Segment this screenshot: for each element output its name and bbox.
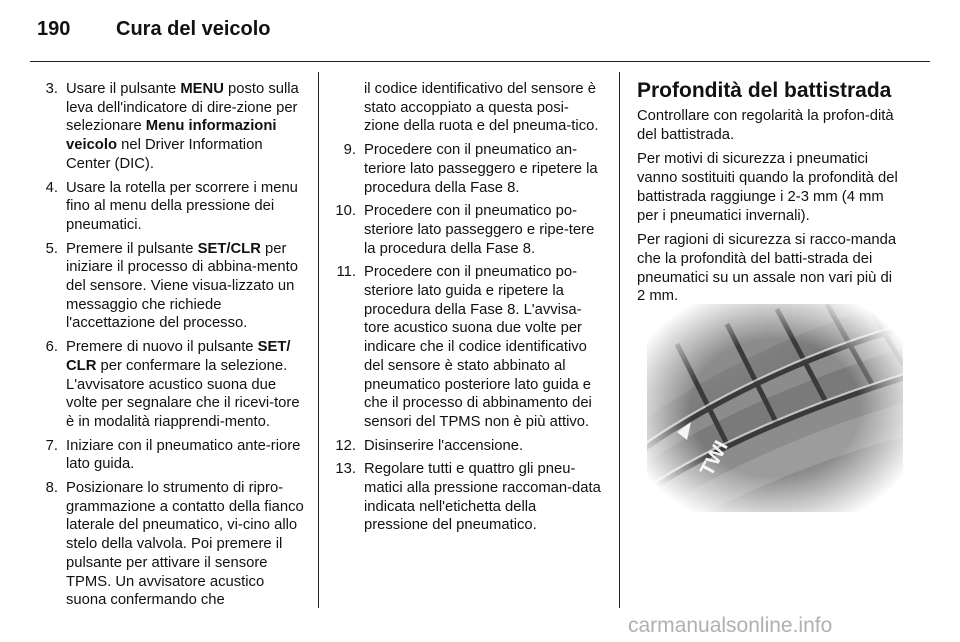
paragraph-1: Controllare con regolarità la profon-dità del battistrada.: [637, 108, 894, 143]
list-item: [38, 179, 308, 235]
watermark: carmanualsonline.info: [628, 614, 833, 637]
bold-term: SET/ CLR: [66, 339, 291, 374]
step-text: nel Driver Information Center (DIC).: [66, 137, 263, 172]
step-number: 8.: [45, 480, 58, 497]
page-number: 190: [37, 18, 71, 40]
step-text: Iniziare con il pneumatico ante-riore lato guida.: [66, 437, 301, 473]
column-right: [637, 80, 903, 312]
step-text: Regolare tutti e quattro gli pneu-matici alla pressione raccoman-data indicata nell'etichetta della pressione del pneumatico.: [364, 461, 601, 534]
step-text: per iniziare il processo di abbina-mento del sensore. Viene visua-lizzato un messaggio che richiede l'accettazione del processo.: [66, 240, 298, 332]
step-number: 4.: [45, 179, 58, 196]
step-text: Procedere con il pneumatico po-steriore lato guida e ripetere la procedura della Fase 8. L'avvisa-tore acustico suona due volte per indicare che il codice identificativo del sensore è stato abbinato al pneumatico posteriore lato guida e che il processo di abbinamento dei sensori del TPMS non è più attivo.: [364, 264, 592, 430]
list-item: [38, 240, 308, 334]
step-text: Posizionare lo strumento di ripro-grammazione a contatto della fianco laterale del pneumatico, vi-cino allo stelo della valvola. Poi premere il pulsante per attivare il sensore TPMS. Un avvisatore acustico suona confermando che: [66, 480, 304, 609]
step-number: 10.: [335, 203, 356, 220]
step-text: Usare la rotella per scorrere i menu fino al menu della pressione dei pneumatici.: [66, 179, 298, 233]
bold-term: MENU: [180, 81, 224, 97]
step-text: Premere di nuovo il pulsante: [66, 339, 258, 356]
paragraph-3: Per ragioni di sicurezza si racco-manda che la profondità del batti-strada dei pneumatici su un assale non vari più di 2 mm.: [637, 232, 897, 305]
step-text: Procedere con il pneumatico po-steriore lato passeggero e ripe-tere la procedura della Fase 8.: [364, 203, 595, 257]
step-number: 3.: [45, 81, 58, 97]
column-left: [38, 80, 308, 615]
step-text: Disinserire l'accensione.: [364, 437, 524, 454]
bold-term: SET/CLR: [197, 240, 261, 257]
list-item: [38, 479, 308, 610]
step-number: 5.: [45, 240, 58, 257]
step-number: 11.: [336, 264, 356, 281]
step-text: posto sulla leva dell'indicatore di dire-zione per selezionare: [66, 81, 299, 135]
list-item: [328, 437, 604, 456]
paragraph-2: Per motivi di sicurezza i pneumatici vanno sostituiti quando la profondità del battistrada raggiunge i 2-3 mm (4 mm per i pneumatici invernali).: [637, 151, 898, 224]
step-number: 7.: [45, 437, 58, 454]
step-number: 9.: [343, 142, 356, 159]
list-item: [38, 437, 308, 474]
step-text: Premere il pulsante: [66, 240, 198, 257]
step-number: 12.: [335, 437, 356, 454]
list-item: [328, 202, 604, 258]
steps-list-left: [38, 80, 308, 610]
list-item: [38, 80, 308, 174]
page-title: Cura del veicolo: [116, 18, 271, 40]
step-text: per confermare la selezione. L'avvisatore acustico suona due volte per segnalare che il ricevi-tore è in modalità riapprendi-mento.: [66, 357, 300, 430]
list-item: [328, 141, 604, 197]
tire-tread-illustration: [647, 304, 903, 512]
column-divider-1: [318, 72, 319, 608]
list-item: [328, 263, 604, 431]
step-8-continuation: il codice identificativo del sensore è stato accoppiato a questa posi-zione della ruota e del pneuma-tico.: [364, 81, 599, 135]
list-item: [38, 338, 308, 432]
step-number: 6.: [45, 339, 58, 356]
list-item: [328, 460, 604, 535]
step-text: Procedere con il pneumatico an-teriore lato passeggero e ripetere la procedura della Fase 8.: [364, 142, 598, 196]
bold-term: Menu informazioni veicolo: [66, 118, 277, 154]
step-text: Usare il pulsante: [66, 81, 181, 97]
section-title: Profondità del battistrada: [637, 79, 892, 102]
column-middle: [328, 80, 604, 540]
step-number: 13.: [335, 461, 356, 478]
column-divider-2: [619, 72, 620, 608]
header-divider: [30, 61, 930, 62]
steps-list-middle: [328, 141, 604, 535]
